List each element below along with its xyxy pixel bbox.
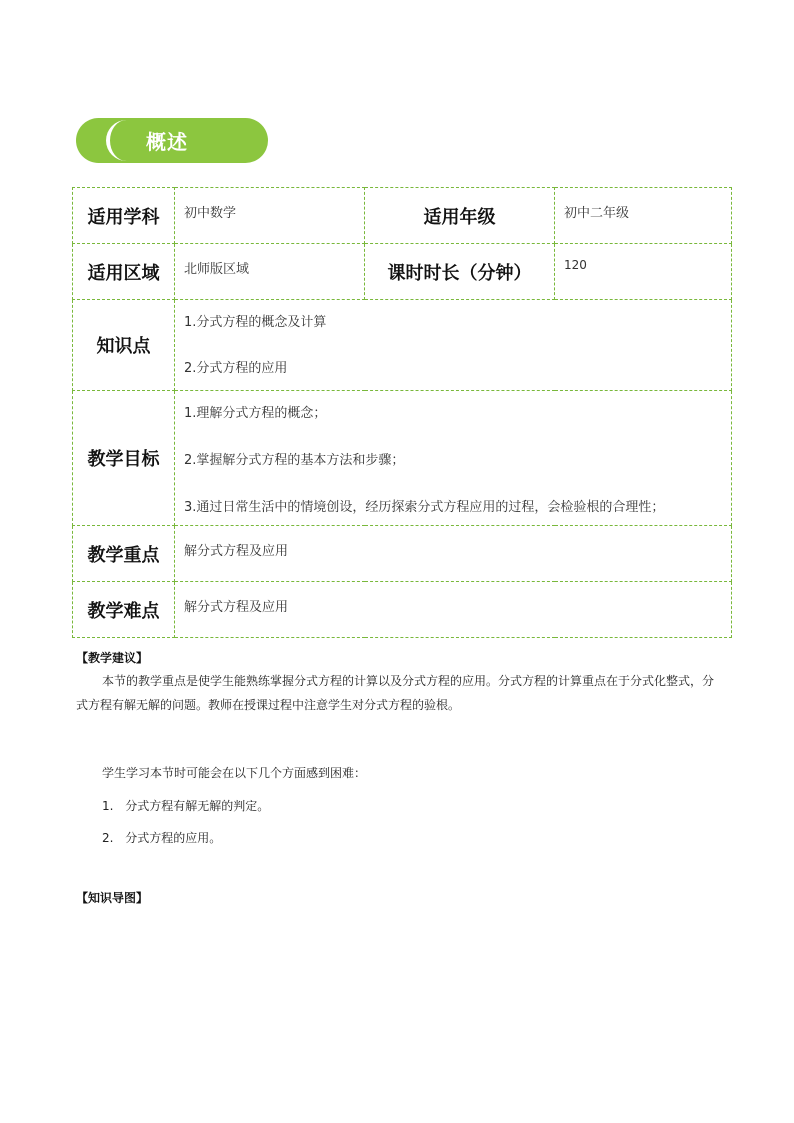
- goals-label: 教学目标: [73, 391, 175, 526]
- table-row: [73, 582, 732, 638]
- goal-item: 1.理解分式方程的概念；: [184, 406, 327, 421]
- table-row: [73, 391, 732, 526]
- goal-item: 3.通过日常生活中的情境创设，经历探索分式方程应用的过程，会检验根的合理性；: [184, 500, 665, 515]
- goals-cell: [175, 391, 732, 526]
- teaching-suggestion-paragraph: 本节的教学重点是使学生能熟练掌握分式方程的计算以及分式方程的应用。分式方程的计算重点在于分式化整式，分式方程有解无解的问题。教师在授课过程中注意学生对分式方程的验根。: [76, 674, 715, 712]
- table-row: [73, 526, 732, 582]
- list-text: 分式方程有解无解的判定。: [125, 799, 270, 813]
- list-number: 1.: [102, 799, 114, 813]
- knowledge-item: 2.分式方程的应用: [184, 361, 288, 376]
- duration-label: 课时时长（分钟）: [365, 244, 555, 300]
- focus-label: 教学重点: [73, 526, 175, 582]
- subject-value: 初中数学: [175, 188, 365, 244]
- table-row: [73, 188, 732, 244]
- banner-label-pill: [106, 120, 266, 161]
- difficulty-label: 教学难点: [73, 582, 175, 638]
- subject-label: 适用学科: [73, 188, 175, 244]
- grade-label: 适用年级: [365, 188, 555, 244]
- region-label: 适用区域: [73, 244, 175, 300]
- list-item: [102, 829, 221, 846]
- focus-value: 解分式方程及应用: [175, 526, 732, 582]
- knowledge-item: 1.分式方程的概念及计算: [184, 315, 327, 330]
- region-value: 北师版区域: [175, 244, 365, 300]
- duration-value: 120: [555, 244, 732, 300]
- mindmap-heading: 【知识导图】: [76, 891, 149, 905]
- grade-value: 初中二年级: [555, 188, 732, 244]
- table-row: [73, 300, 732, 391]
- knowledge-label: 知识点: [73, 300, 175, 391]
- list-text: 分式方程的应用。: [125, 831, 222, 845]
- teaching-suggestion-heading: 【教学建议】: [76, 651, 149, 665]
- difficulties-intro: 学生学习本节时可能会在以下几个方面感到困难：: [102, 766, 367, 780]
- difficulty-value: 解分式方程及应用: [175, 582, 732, 638]
- list-item: [102, 797, 269, 814]
- goal-item: 2.掌握解分式方程的基本方法和步骤；: [184, 453, 405, 468]
- overview-table: [72, 187, 732, 638]
- knowledge-cell: [175, 300, 732, 391]
- banner-title: 概述: [146, 130, 188, 154]
- section-banner: [76, 118, 268, 163]
- list-number: 2.: [102, 831, 114, 845]
- table-row: [73, 244, 732, 300]
